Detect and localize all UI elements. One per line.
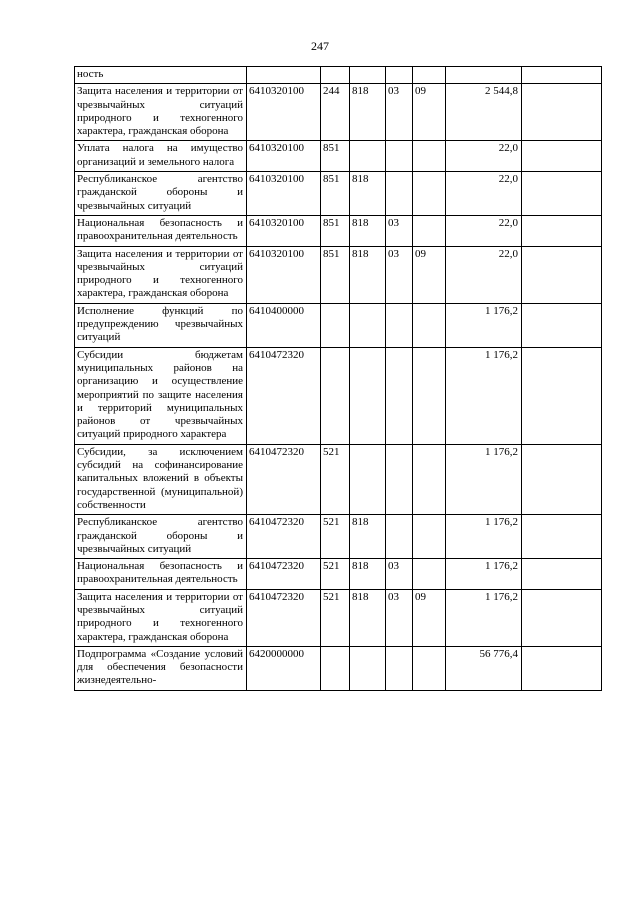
- amount-cell: 1 176,2: [446, 347, 522, 444]
- name-cell: Защита населения и территории от чрезвычайных ситуаций природного и техногенного характера, гражданская оборона: [75, 84, 247, 141]
- amount-cell: 22,0: [446, 141, 522, 172]
- name-cell: Субсидии, за исключением субсидий на софинансирование капитальных вложений в объекты государственной (муниципальной) собственности: [75, 444, 247, 514]
- table-row: [75, 172, 602, 216]
- target-code-cell: 6410472320: [247, 347, 321, 444]
- name-cell: Защита населения и территории от чрезвычайных ситуаций природного и техногенного характера, гражданская оборона: [75, 246, 247, 303]
- name-cell: Национальная безопасность и правоохранительная деятельность: [75, 559, 247, 590]
- name-cell: Уплата налога на имущество организаций и земельного налога: [75, 141, 247, 172]
- target-code-cell: 6410320100: [247, 215, 321, 246]
- amount-cell: 1 176,2: [446, 515, 522, 559]
- amount-cell: 56 776,4: [446, 646, 522, 690]
- department-cell: [350, 303, 386, 347]
- section-cell: 03: [386, 215, 413, 246]
- table-row: [75, 559, 602, 590]
- extra-cell: [522, 303, 602, 347]
- table-row: [75, 141, 602, 172]
- amount-cell: 1 176,2: [446, 589, 522, 646]
- expense-type-cell: 851: [321, 141, 350, 172]
- table-row: [75, 67, 602, 84]
- target-code-cell: 6410320100: [247, 141, 321, 172]
- department-cell: 818: [350, 515, 386, 559]
- amount-cell: 22,0: [446, 172, 522, 216]
- expense-type-cell: [321, 303, 350, 347]
- table-row: [75, 515, 602, 559]
- expense-type-cell: 521: [321, 515, 350, 559]
- target-code-cell: 6420000000: [247, 646, 321, 690]
- table-row: [75, 589, 602, 646]
- table-row: [75, 303, 602, 347]
- table-row: [75, 646, 602, 690]
- amount-cell: 1 176,2: [446, 303, 522, 347]
- section-cell: [386, 172, 413, 216]
- extra-cell: [522, 589, 602, 646]
- table-row: [75, 215, 602, 246]
- amount-cell: 1 176,2: [446, 444, 522, 514]
- subsection-cell: [413, 172, 446, 216]
- extra-cell: [522, 246, 602, 303]
- name-cell: Национальная безопасность и правоохранительная деятельность: [75, 215, 247, 246]
- department-cell: 818: [350, 215, 386, 246]
- expense-type-cell: 851: [321, 215, 350, 246]
- department-cell: 818: [350, 246, 386, 303]
- expense-type-cell: 521: [321, 589, 350, 646]
- target-code-cell: 6410320100: [247, 172, 321, 216]
- subsection-cell: 09: [413, 84, 446, 141]
- expense-type-cell: [321, 347, 350, 444]
- department-cell: 818: [350, 84, 386, 141]
- subsection-cell: [413, 559, 446, 590]
- section-cell: 03: [386, 84, 413, 141]
- table-row: [75, 347, 602, 444]
- name-cell: Защита населения и территории от чрезвычайных ситуаций природного и техногенного характера, гражданская оборона: [75, 589, 247, 646]
- section-cell: [386, 444, 413, 514]
- amount-cell: 1 176,2: [446, 559, 522, 590]
- department-cell: 818: [350, 172, 386, 216]
- name-cell: Республиканское агентство гражданской обороны и чрезвычайных ситуаций: [75, 172, 247, 216]
- expense-type-cell: 521: [321, 444, 350, 514]
- name-cell: Республиканское агентство гражданской обороны и чрезвычайных ситуаций: [75, 515, 247, 559]
- expense-type-cell: 244: [321, 84, 350, 141]
- extra-cell: [522, 141, 602, 172]
- department-cell: [350, 141, 386, 172]
- page-number: 247: [311, 39, 329, 53]
- section-cell: [386, 303, 413, 347]
- department-cell: [350, 646, 386, 690]
- subsection-cell: [413, 67, 446, 84]
- target-code-cell: 6410320100: [247, 246, 321, 303]
- amount-cell: [446, 67, 522, 84]
- extra-cell: [522, 559, 602, 590]
- extra-cell: [522, 215, 602, 246]
- extra-cell: [522, 347, 602, 444]
- name-cell: Субсидии бюджетам муниципальных районов на организацию и осуществление мероприятий по защите населения и территорий муниципальных районов от чрезвычайных ситуаций природного характера: [75, 347, 247, 444]
- section-cell: [386, 67, 413, 84]
- amount-cell: 22,0: [446, 246, 522, 303]
- extra-cell: [522, 646, 602, 690]
- subsection-cell: [413, 444, 446, 514]
- target-code-cell: 6410472320: [247, 515, 321, 559]
- subsection-cell: [413, 347, 446, 444]
- subsection-cell: [413, 646, 446, 690]
- amount-cell: 22,0: [446, 215, 522, 246]
- section-cell: [386, 646, 413, 690]
- expense-type-cell: 851: [321, 172, 350, 216]
- subsection-cell: [413, 515, 446, 559]
- extra-cell: [522, 444, 602, 514]
- extra-cell: [522, 515, 602, 559]
- target-code-cell: 6410320100: [247, 84, 321, 141]
- department-cell: 818: [350, 589, 386, 646]
- table-body: [75, 67, 602, 691]
- target-code-cell: 6410472320: [247, 589, 321, 646]
- section-cell: 03: [386, 589, 413, 646]
- name-cell: Подпрограмма «Создание условий для обеспечения безопасности жизнедеятельно-: [75, 646, 247, 690]
- department-cell: [350, 444, 386, 514]
- extra-cell: [522, 84, 602, 141]
- name-cell: ность: [75, 67, 247, 84]
- extra-cell: [522, 172, 602, 216]
- target-code-cell: 6410400000: [247, 303, 321, 347]
- table-row: [75, 84, 602, 141]
- table-row: [75, 444, 602, 514]
- section-cell: [386, 141, 413, 172]
- subsection-cell: [413, 141, 446, 172]
- target-code-cell: 6410472320: [247, 444, 321, 514]
- subsection-cell: [413, 215, 446, 246]
- amount-cell: 2 544,8: [446, 84, 522, 141]
- table-row: [75, 246, 602, 303]
- department-cell: [350, 347, 386, 444]
- budget-table: [74, 66, 602, 691]
- section-cell: 03: [386, 246, 413, 303]
- target-code-cell: 6410472320: [247, 559, 321, 590]
- target-code-cell: [247, 67, 321, 84]
- expense-type-cell: [321, 67, 350, 84]
- subsection-cell: 09: [413, 589, 446, 646]
- expense-type-cell: 851: [321, 246, 350, 303]
- section-cell: [386, 347, 413, 444]
- section-cell: [386, 515, 413, 559]
- extra-cell: [522, 67, 602, 84]
- subsection-cell: 09: [413, 246, 446, 303]
- section-cell: 03: [386, 559, 413, 590]
- expense-type-cell: [321, 646, 350, 690]
- expense-type-cell: 521: [321, 559, 350, 590]
- name-cell: Исполнение функций по предупреждению чрезвычайных ситуаций: [75, 303, 247, 347]
- subsection-cell: [413, 303, 446, 347]
- department-cell: [350, 67, 386, 84]
- department-cell: 818: [350, 559, 386, 590]
